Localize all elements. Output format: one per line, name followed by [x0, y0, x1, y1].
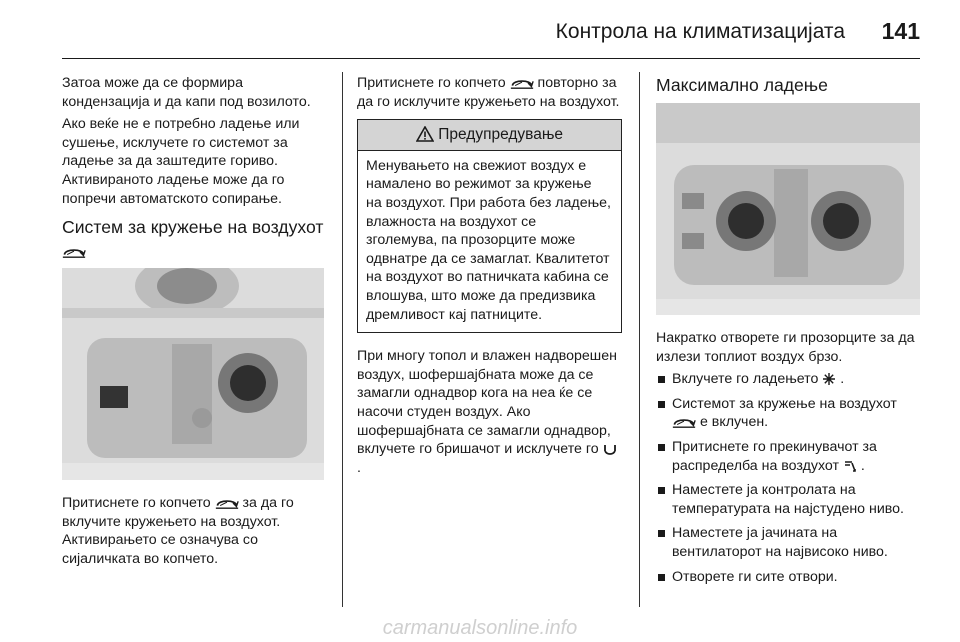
list-item: Отворете ги сите отвори.	[656, 568, 920, 587]
list-item: Наместете ја јачината на вентилаторот на највисоко ниво.	[656, 524, 920, 561]
list-item: Наместете ја контролата на температурата на најстудено ниво.	[656, 481, 920, 518]
text-run: за да го вклучите кружењето на воздухот. Активирањето се означува со сијаличката во копчето.	[62, 495, 294, 567]
snowflake-icon	[822, 372, 836, 386]
warning-box	[357, 119, 622, 333]
text-run: При многу топол и влажен надворешен воздух, шофершајбната може да се замагли однадвор кога на неа ќе се насочи студен воздух. Ако шофершајбната се замагли однадвор, вклучете го бришачот и исклучете го	[357, 348, 617, 458]
paragraph: Ако веќе не е потребно ладење или сушење, исклучете го системот за ладење за да заштедите гориво. Активираното ладење може да го попречи автоматското сопирање.	[62, 116, 300, 207]
column-1	[62, 74, 324, 573]
section-heading-text: Систем за кружење на воздухот	[62, 217, 324, 238]
text-run: .	[840, 371, 845, 388]
text-run: Притиснете го прекинувачот за распределба на воздухот	[672, 438, 877, 474]
column-2	[357, 74, 622, 481]
windscreen-wiper-icon	[603, 442, 617, 456]
text-run: Системот за кружење на воздухот	[672, 395, 897, 412]
list-item	[656, 438, 920, 475]
watermark: carmanualsonline.info	[382, 617, 578, 639]
paragraph	[357, 347, 622, 477]
recirculation-icon	[510, 76, 534, 90]
recirculation-icon	[215, 496, 239, 510]
column-divider	[639, 72, 640, 607]
list-item	[656, 395, 920, 432]
list-item	[656, 370, 920, 389]
text-run: Притиснете го копчето	[357, 75, 506, 91]
paragraph	[62, 494, 324, 568]
text-run: .	[860, 457, 865, 474]
climate-panel-photo	[656, 103, 920, 315]
text-run: Вклучете го ладењето	[672, 371, 819, 388]
column-3	[656, 74, 920, 592]
page-title: Контрола на климатизацијата	[555, 20, 845, 43]
warning-text: Менувањето на свежиот воздух е намалено во режимот за кружење на воздухот. При работа без ладење, влажноста на воздухот се зголемува, па прозорците може одвнатре да се замаглат. Квалитетот на воздухот во патничката кабина се влошува, што може да предизвика дремливост кај патниците.	[366, 157, 611, 323]
section-heading: Максимално ладење	[656, 75, 828, 95]
recirculation-icon	[62, 245, 86, 259]
page-number: 141	[881, 18, 920, 44]
paragraph: Затоа може да се формира кондензација и да капи под возилото.	[62, 75, 311, 110]
paragraph	[357, 74, 622, 111]
instruction-list	[656, 370, 920, 586]
air-distribution-icon	[843, 459, 857, 473]
column-divider	[342, 72, 343, 607]
warning-triangle-icon	[416, 126, 434, 142]
climate-panel-photo	[62, 268, 324, 480]
header-rule	[62, 58, 920, 59]
text-run: повторно за да го исклучите кружењето на воздухот.	[357, 75, 620, 110]
text-run: е вклучен.	[699, 414, 769, 431]
paragraph: Накратко отворете ги прозорците за да излези топлиот воздух брзо.	[656, 330, 915, 365]
warning-title: Предупредување	[438, 126, 564, 144]
warning-header	[358, 120, 621, 151]
text-run: .	[357, 459, 361, 476]
section-heading	[62, 216, 324, 262]
text-run: Притиснете го копчето	[62, 495, 211, 512]
recirculation-icon	[672, 415, 696, 429]
page-header	[62, 14, 920, 54]
